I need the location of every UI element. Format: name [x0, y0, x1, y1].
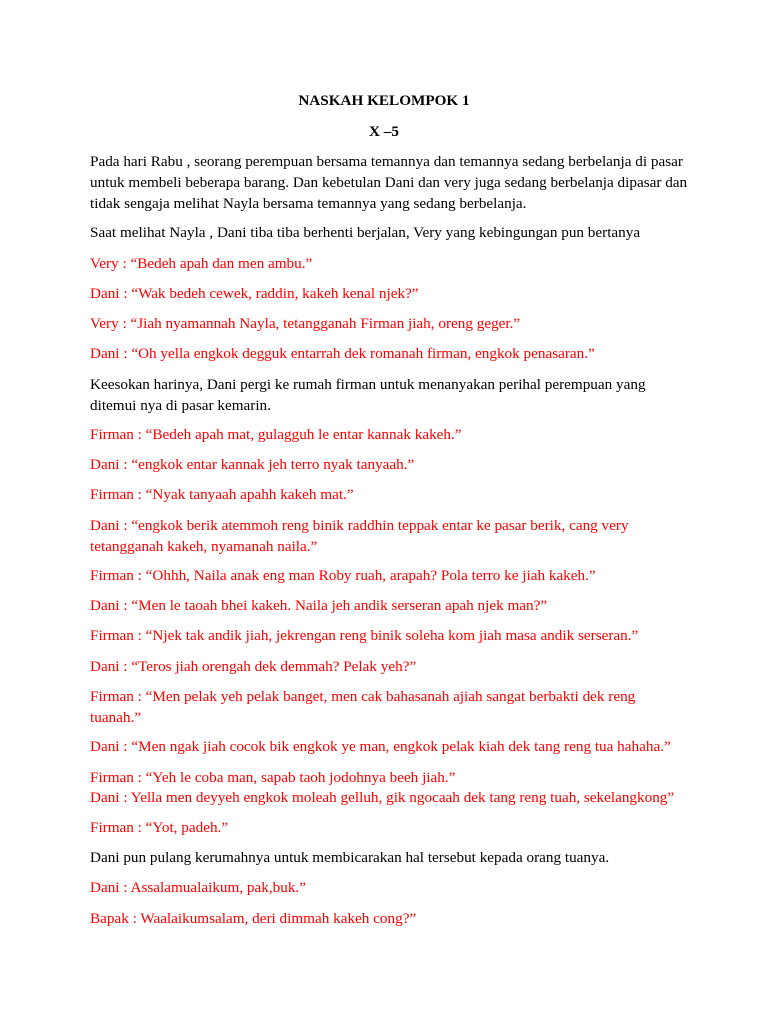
dialogue-line: Firman : “Men pelak yeh pelak banget, men cak bahasanah ajiah sangat berbakti dek reng tuanah.” [90, 688, 636, 726]
dialogue-line: Firman : “Ohhh, Naila anak eng man Roby ruah, arapah? Pola terro ke jiah kakeh.” [90, 567, 596, 584]
narration-paragraph: Pada hari Rabu , seorang perempuan bersama temannya dan temannya sedang berbelanja di pasar untuk membeli beberapa barang. Dan kebetulan Dani dan very juga sedang berbelanja dipasar dan tidak sengaja melihat Nayla bersama temannya yang sedang berbelanja. [90, 153, 688, 212]
dialogue-line: Firman : “Yeh le coba man, sapab taoh jodohnya beeh jiah.” [90, 769, 456, 786]
narration-paragraph: Dani pun pulang kerumahnya untuk membicarakan hal tersebut kepada orang tuanya. [90, 849, 610, 866]
dialogue-line: Very : “Bedeh apah dan men ambu.” [90, 255, 313, 272]
dialogue-line: Firman : “Yot, padeh.” [90, 819, 229, 836]
dialogue-line: Firman : “Bedeh apah mat, gulagguh le entar kannak kakeh.” [90, 426, 462, 443]
dialogue-line: Very : “Jiah nyamannah Nayla, tetangganah Firman jiah, oreng geger.” [90, 315, 521, 332]
dialogue-line: Dani : “Wak bedeh cewek, raddin, kakeh kenal njek?” [90, 285, 419, 302]
dialogue-line: Dani : “Men ngak jiah cocok bik engkok ye man, engkok pelak kiah dek tang reng tua hahaha.” [90, 738, 671, 755]
dialogue-line: Dani : “engkok entar kannak jeh terro nyak tanyaah.” [90, 456, 415, 473]
dialogue-line: Firman : “Nyak tanyaah apahh kakeh mat.” [90, 486, 354, 503]
dialogue-line: Bapak : Waalaikumsalam, deri dimmah kakeh cong?” [90, 910, 417, 927]
dialogue-line: Firman : “Njek tak andik jiah, jekrengan reng binik soleha kom jiah masa andik serseran.” [90, 627, 639, 644]
narration-paragraph: Keesokan harinya, Dani pergi ke rumah firman untuk menanyakan perihal perempuan yang ditemui nya di pasar kemarin. [90, 376, 646, 414]
narration-paragraph: Saat melihat Nayla , Dani tiba tiba berhenti berjalan, Very yang kebingungan pun bertanya [90, 224, 641, 241]
dialogue-line: Dani : “engkok berik atemmoh reng binik raddhin teppak entar ke pasar berik, cang very tetangganah kakeh, nyamanah naila.” [90, 517, 629, 555]
document-class: X –5 [369, 123, 399, 140]
dialogue-line: Dani : “Men le taoah bhei kakeh. Naila jeh andik serseran apah njek man?” [90, 597, 548, 614]
dialogue-line: Dani : Yella men deyyeh engkok moleah gelluh, gik ngocaah dek tang reng tuah, sekelangkong” [90, 789, 675, 806]
document-title: NASKAH KELOMPOK 1 [298, 92, 470, 109]
dialogue-line: Dani : Assalamualaikum, pak,buk.” [90, 879, 306, 896]
dialogue-line: Dani : “Oh yella engkok degguk entarrah dek romanah firman, engkok penasaran.” [90, 345, 595, 362]
dialogue-line: Dani : “Teros jiah orengah dek demmah? Pelak yeh?” [90, 658, 417, 675]
